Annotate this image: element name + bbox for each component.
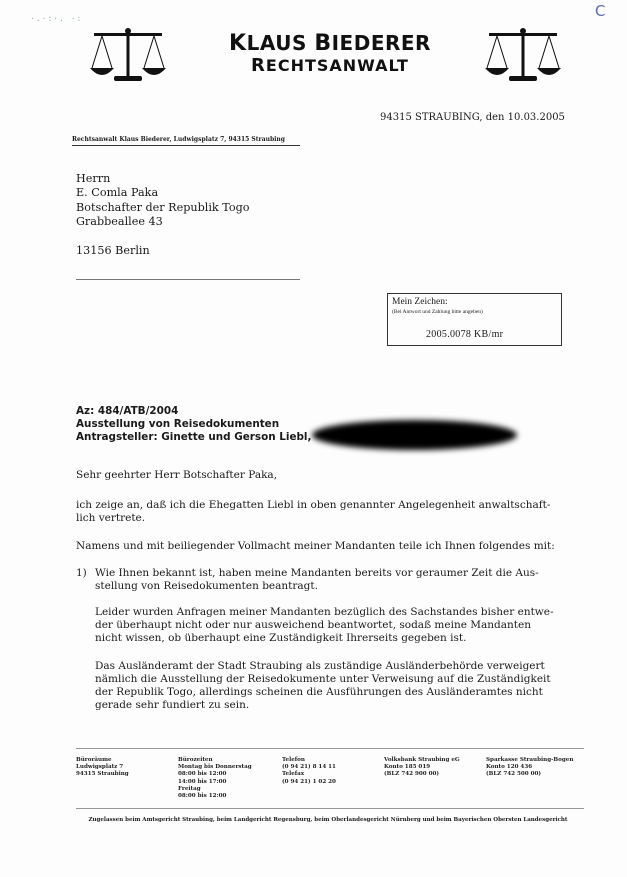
- recipient-salutation: Herrn: [76, 172, 111, 185]
- redaction-blot: [312, 420, 517, 450]
- paragraph-line: Das Ausländeramt der Stadt Straubing als zuständige Ausländerbehörde verweigert: [95, 660, 545, 672]
- footer-hours: [178, 757, 252, 800]
- salutation: Sehr geehrter Herr Botschafter Paka,: [76, 469, 278, 481]
- reference-label: Mein Zeichen:: [392, 297, 448, 307]
- scan-smudge: ·.·:·. ·:: [30, 14, 83, 23]
- footer-text: Montag bis Donnerstag: [178, 764, 252, 771]
- reference-note: (Bei Antwort und Zahlung bitte angeben): [392, 309, 483, 315]
- applicants: Antragsteller: Ginette und Gerson Liebl,: [76, 430, 312, 443]
- court-admission: Zugelassen beim Amtsgericht Straubing, beim Landgericht Regensburg, beim Oberlandesgericht Nürnberg und beim Bayerischen Obersten Landesgericht: [88, 817, 568, 823]
- recipient-name: E. Comla Paka: [76, 186, 159, 200]
- return-address: Rechtsanwalt Klaus Biederer, Ludwigsplatz 7, 94315 Straubing: [72, 136, 300, 146]
- subject-block: [76, 405, 311, 443]
- recipient-street: Grabbeallee 43: [76, 215, 163, 229]
- footer-text: Telefon: [282, 757, 305, 763]
- footer-text: Sparkasse Straubing-Bogen: [486, 757, 574, 763]
- footer-text: Freitag: [178, 785, 201, 792]
- surname-rest: IEDERER: [331, 31, 431, 55]
- footer-text: (0 94 21) 1 02 20: [282, 778, 336, 785]
- footer-text: 08:00 bis 12:00: [178, 793, 227, 800]
- paragraph-line: ich zeige an, daß ich die Ehegatten Liebl in oben genannter Angelegenheit anwaltschaft-: [76, 499, 551, 511]
- letterhead-name: [160, 31, 500, 56]
- footer-text: (BLZ 742 500 00): [486, 771, 542, 778]
- footer-text: Bürozeiten: [178, 757, 213, 763]
- footer-text: Konto 120 436: [486, 764, 533, 771]
- footer-office: [76, 757, 129, 779]
- paragraph-line: lich vertrete.: [76, 512, 146, 524]
- recipient-address: [76, 172, 249, 258]
- subject-title: Ausstellung von Reisedokumenten: [76, 417, 280, 430]
- case-number: Az: 484/ATB/2004: [76, 405, 179, 417]
- recipient-city: 13156 Berlin: [76, 243, 150, 257]
- footer-rule-bottom: [76, 808, 584, 809]
- footer-bank-1: [384, 757, 460, 779]
- paragraph-line: der Republik Togo, allerdings scheinen die Ausführungen des Ausländeramtes nicht: [95, 686, 543, 698]
- footer-bank-2: [486, 757, 573, 779]
- paragraph-line: nicht wissen, ob überhaupt eine Zuständigkeit Ihrerseits gegeben ist.: [95, 632, 467, 644]
- paragraph-line: Leider wurden Anfragen meiner Mandanten bezüglich des Sachstandes bisher entwe-: [95, 606, 554, 618]
- title-rest: ECHTSANWALT: [265, 56, 409, 75]
- footer-text: Telefax: [282, 771, 305, 778]
- footer-text: (0 94 21) 8 14 11: [282, 764, 336, 771]
- title-initial: R: [251, 55, 266, 76]
- reference-number: 2005.0078 KB/mr: [426, 329, 504, 340]
- footer-text: 94315 Straubing: [76, 771, 129, 778]
- paragraph-line: Wie Ihnen bekannt ist, haben meine Mandanten bereits vor geraumer Zeit die Aus-: [95, 567, 539, 579]
- paragraph-line: der überhaupt nicht oder nur ausweichend beantwortet, sodaß meine Mandanten: [95, 619, 531, 631]
- reference-box: [387, 293, 562, 346]
- footer-text: Volksbank Straubing eG: [384, 757, 460, 763]
- paragraph-line: stellung von Reisedokumenten beantragt.: [95, 580, 318, 592]
- paragraph-line: gerade sehr fundiert zu sein.: [95, 699, 250, 711]
- letterhead-title: [160, 55, 500, 76]
- name-rest: LAUS: [246, 31, 315, 55]
- paragraph-line: nämlich die Ausstellung der Reisedokumente unter Verweisung auf die Zuständigkeit: [95, 673, 551, 685]
- name-initial: K: [229, 31, 247, 56]
- scales-of-justice-icon: [88, 26, 168, 88]
- footer-text: Ludwigsplatz 7: [76, 764, 124, 771]
- paragraph-line: Namens und mit beiliegender Vollmacht meiner Mandanten teile ich Ihnen folgendes mit:: [76, 540, 555, 552]
- footer-text: 14:00 bis 17:00: [178, 778, 227, 785]
- footer-text: 08:00 bis 12:00: [178, 771, 227, 778]
- address-rule: [76, 279, 300, 280]
- corner-mark: C: [595, 2, 606, 20]
- footer-rule-top: [76, 748, 584, 749]
- footer-text: (BLZ 742 900 00): [384, 771, 440, 778]
- footer-phone: [282, 757, 336, 786]
- footer-text: Büroräume: [76, 757, 112, 763]
- recipient-title: Botschafter der Republik Togo: [76, 200, 250, 214]
- date-line: 94315 STRAUBING, den 10.03.2005: [380, 112, 565, 123]
- surname-initial: B: [314, 31, 332, 56]
- footer-text: Konto 185 019: [384, 764, 431, 771]
- list-item-number: 1): [76, 567, 87, 579]
